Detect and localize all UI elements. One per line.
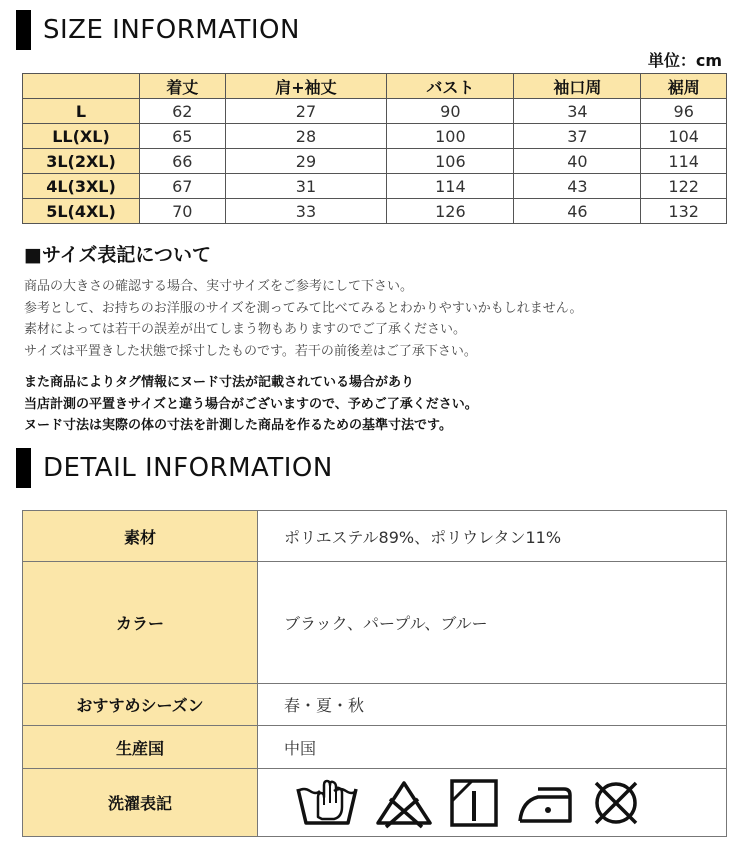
table-cell: 100 bbox=[387, 124, 514, 149]
size-table bbox=[22, 73, 727, 224]
no-bleach-icon bbox=[374, 777, 434, 829]
table-cell: 104 bbox=[641, 124, 727, 149]
table-cell: 40 bbox=[514, 149, 641, 174]
iron-low-icon bbox=[514, 777, 576, 829]
table-cell: 62 bbox=[140, 99, 226, 124]
table-cell: 90 bbox=[387, 99, 514, 124]
size-label: L bbox=[23, 99, 140, 124]
table-row bbox=[23, 99, 727, 124]
note-bold-line: また商品によりタグ情報にヌード寸法が記載されている場合があり bbox=[24, 375, 415, 390]
table-cell: 34 bbox=[514, 99, 641, 124]
detail-row-color bbox=[23, 562, 727, 684]
table-cell: 122 bbox=[641, 174, 727, 199]
no-dry-clean-icon bbox=[590, 777, 642, 829]
table-cell: 106 bbox=[387, 149, 514, 174]
detail-row-origin bbox=[23, 726, 727, 769]
size-header-length: 着丈 bbox=[140, 74, 226, 99]
table-cell: 114 bbox=[641, 149, 727, 174]
size-note-title: ■サイズ表記について bbox=[24, 244, 212, 266]
size-table-header-row bbox=[23, 74, 727, 99]
detail-row-care bbox=[23, 769, 727, 837]
color-label: カラー bbox=[23, 562, 258, 684]
size-note-body bbox=[24, 276, 582, 362]
care-icon-list bbox=[284, 777, 726, 829]
origin-label: 生産国 bbox=[23, 726, 258, 769]
care-icons-cell bbox=[258, 769, 727, 837]
size-label: 4L(3XL) bbox=[23, 174, 140, 199]
table-row bbox=[23, 124, 727, 149]
size-header-hem: 裾周 bbox=[641, 74, 727, 99]
table-cell: 27 bbox=[225, 99, 387, 124]
table-cell: 29 bbox=[225, 149, 387, 174]
table-row bbox=[23, 174, 727, 199]
note-line: サイズは平置きした状態で採寸したものです。若干の前後差はご了承下さい。 bbox=[24, 343, 477, 359]
table-row bbox=[23, 199, 727, 224]
note-line: 商品の大きさの確認する場合、実寸サイズをご参考にして下さい。 bbox=[24, 279, 413, 294]
size-note-warning bbox=[24, 372, 478, 437]
material-label: 素材 bbox=[23, 511, 258, 562]
note-line: 素材によっては若干の誤差が出てしまう物もありますのでご了承ください。 bbox=[24, 322, 467, 337]
table-cell: 67 bbox=[140, 174, 226, 199]
season-value: 春・夏・秋 bbox=[258, 684, 727, 726]
size-label: 3L(2XL) bbox=[23, 149, 140, 174]
detail-section-header bbox=[16, 448, 333, 488]
size-section-header bbox=[16, 10, 300, 50]
size-header-bust: バスト bbox=[387, 74, 514, 99]
color-value: ブラック、パープル、ブルー bbox=[258, 562, 727, 684]
unit-label: 単位：cm bbox=[647, 51, 722, 70]
hand-wash-icon bbox=[294, 777, 360, 829]
table-cell: 96 bbox=[641, 99, 727, 124]
note-bold-line: 当店計測の平置きサイズと違う場合がございますので、予めご了承ください。 bbox=[24, 396, 478, 412]
material-value: ポリエステル89%、ポリウレタン11% bbox=[258, 511, 727, 562]
season-label: おすすめシーズン bbox=[23, 684, 258, 726]
table-cell: 46 bbox=[514, 199, 641, 224]
size-header-shoulder-sleeve: 肩+袖丈 bbox=[225, 74, 387, 99]
detail-section-title: DETAIL INFORMATION bbox=[43, 453, 333, 483]
table-cell: 126 bbox=[387, 199, 514, 224]
table-cell: 31 bbox=[225, 174, 387, 199]
dry-flat-shade-icon bbox=[448, 777, 500, 829]
table-cell: 37 bbox=[514, 124, 641, 149]
table-row bbox=[23, 149, 727, 174]
size-section-title: SIZE INFORMATION bbox=[43, 15, 300, 45]
detail-table bbox=[22, 510, 727, 837]
table-cell: 132 bbox=[641, 199, 727, 224]
section-marker-bar bbox=[16, 10, 31, 50]
detail-row-season bbox=[23, 684, 727, 726]
table-cell: 33 bbox=[225, 199, 387, 224]
note-line: 参考として、お持ちのお洋服のサイズを測ってみて比べてみるとわかりやすいかもしれません。 bbox=[24, 300, 583, 316]
table-cell: 66 bbox=[140, 149, 226, 174]
section-marker-bar bbox=[16, 448, 31, 488]
size-header-cuff: 袖口周 bbox=[514, 74, 641, 99]
size-header-corner bbox=[23, 74, 140, 99]
table-cell: 114 bbox=[387, 174, 514, 199]
table-cell: 28 bbox=[225, 124, 387, 149]
size-label: LL(XL) bbox=[23, 124, 140, 149]
care-label: 洗濯表記 bbox=[23, 769, 258, 837]
table-cell: 65 bbox=[140, 124, 226, 149]
detail-row-material bbox=[23, 511, 727, 562]
origin-value: 中国 bbox=[258, 726, 727, 769]
note-bold-line: ヌード寸法は実際の体の寸法を計測した商品を作るための基準寸法です。 bbox=[24, 418, 452, 433]
size-label: 5L(4XL) bbox=[23, 199, 140, 224]
table-cell: 70 bbox=[140, 199, 226, 224]
table-cell: 43 bbox=[514, 174, 641, 199]
